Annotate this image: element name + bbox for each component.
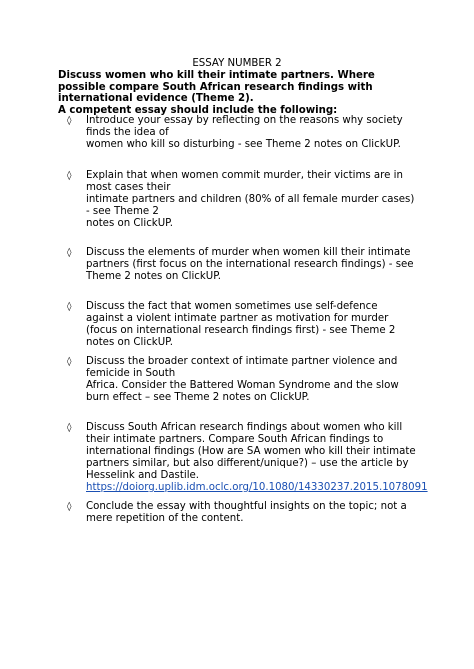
essay-question: Discuss women who kill their intimate partners. Where possible compare South African research findings with international evidence (Theme 2). [58,70,375,104]
hesselink-dastile-article-link[interactable]: https://doiorg.uplib.idm.oclc.org/10.1080/14330237.2015.1078091 [86,482,428,493]
competent-essay-heading: A competent essay should include the following: [58,104,338,116]
diamond-bullet-icon: ◊ [67,423,72,433]
diamond-bullet-icon: ◊ [67,248,72,258]
essay-title: ESSAY NUMBER 2 [192,58,282,69]
item-line: Discuss the fact that women sometimes use self-defence against a violent intimate partner as motivation for murder (focus on international research findings first) - see Theme 2 notes on ClickUP. [86,301,396,348]
diamond-bullet-icon: ◊ [67,302,72,312]
item-line: Discuss the elements of murder when women kill their intimate partners (first focus on the international research findings) - see Theme 2 notes on ClickUP. [86,247,414,282]
diamond-bullet-icon: ◊ [67,116,72,126]
item-line: Discuss the broader context of intimate partner violence and femicide in South [86,356,398,379]
item-line: notes on ClickUP. [86,218,173,229]
item-line: intimate partners and children (80% of all female murder cases) - see Theme 2 [86,194,415,217]
diamond-bullet-icon: ◊ [67,502,72,512]
item-line: Explain that when women commit murder, their victims are in most cases their [86,170,403,193]
item-line: Conclude the essay with thoughtful insights on the topic; not a mere repetition of the content. [86,501,407,524]
item-line: Africa. Consider the Battered Woman Syndrome and the slow burn effect – see Theme 2 notes on ClickUP. [86,380,399,403]
item-line: women who kill so disturbing - see Theme 2 notes on ClickUP. [86,139,401,150]
essay-intro [58,70,410,116]
diamond-bullet-icon: ◊ [67,357,72,367]
item-line: Discuss South African research findings about women who kill their intimate partners. Compare South African findings to international findings (How are SA women who kill their intimate partners similar, but also different/unique?) – use the article by Hesselink and Dastile. [86,422,416,481]
item-line: Introduce your essay by reflecting on the reasons why society finds the idea of [86,115,403,138]
diamond-bullet-icon: ◊ [67,171,72,181]
